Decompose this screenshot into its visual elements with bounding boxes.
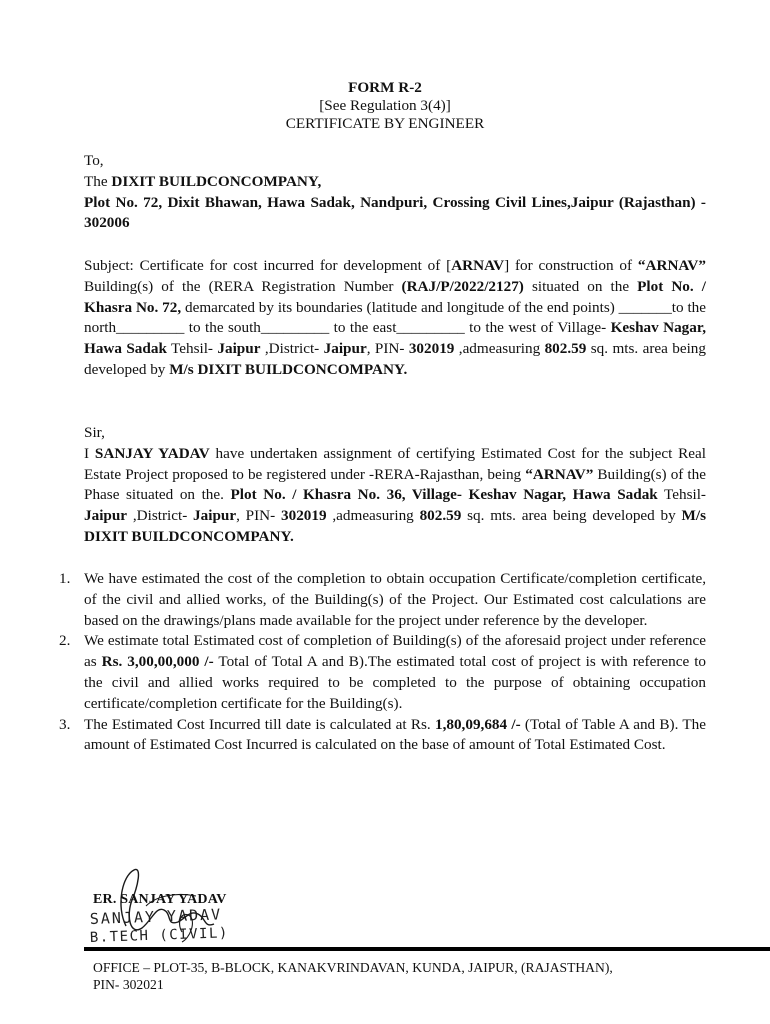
stamp-line2: B.TECH (CIVIL) [89,925,230,946]
signatory-name: ER. SANJAY YADAV [93,892,227,907]
project-name: ARNAV [451,257,505,274]
cost-incurred-amount: 1,80,09,684 /- [434,715,521,733]
stamp-line1: SANJAY YADAV [89,905,223,928]
rera-registration-number: (RAJ/P/2022/2127) [401,277,524,295]
village: Keshav Nagar, Hawa Sadak [84,319,707,358]
office-footer [93,960,733,993]
company-address: Plot No. 72, Dixit Bhawan, Hawa Sadak, Nandpuri, Crossing Civil Lines,Jaipur (Rajasthan) - 302006 [84,193,706,232]
developer-name: M/s DIXIT BUILDCONCOMPANY. [169,360,408,378]
company-line: The DIXIT BUILDCONCOMPANY, [84,172,322,190]
to-line: To, [84,152,104,169]
regulation-reference: [See Regulation 3(4)] [319,97,451,114]
list-item: 1. We have estimated the cost of the completion to obtain occupation Certificate/completion certificate, of the civil and allied works, of the Building(s) of the Project. Our Estimated cost calculations are based on the drawings/plans made available for the project under reference by the developer. [59,570,706,629]
plot-number: Plot No. / Khasra No. 72, [84,277,706,316]
subject-paragraph: Subject: Certificate for cost incurred for development of [ARNAV] for construction of “ARNAV” Building(s) of the (RERA Registration Number (RAJ/P/2022/2127) situated on the Plot No. / Khasra No. 72, demarcated by its boundaries (latitude and longitude of the end points) _______to the north_________ to the south_________ to the east_________ to the west of Village- Keshav Nagar, Hawa Sadak Tehsil- Jaipur ,District- Jaipur, PIN- 302019 ,admeasuring 802.59 sq. mts. area being developed by M/s DIXIT BUILDCONCOMPANY. [84,257,707,378]
office-pin: PIN- 302021 [93,976,164,992]
footer-divider [84,947,770,951]
engineer-statement: Sir, I SANJAY YADAV have undertaken assignment of certifying Estimated Cost for the subject Real Estate Project proposed to be registered under -RERA-Rajasthan, being “ARNAV” Building(s) of the Phase situated on the. Plot No. / Khasra No. 36, Village- Keshav Nagar, Hawa Sadak Tehsil- Jaipur ,District- Jaipur, PIN- 302019 ,admeasuring 802.59 sq. mts. area being developed by M/s DIXIT BUILDCONCOMPANY. [84,424,706,545]
plot-village: Plot No. / Khasra No. 36, Village- Keshav Nagar, Hawa Sadak [230,486,658,504]
certificate-title: CERTIFICATE BY ENGINEER [285,115,485,132]
tehsil: Jaipur [217,340,261,358]
salutation: Sir, [84,424,105,441]
numbered-points [59,569,707,756]
addressee-block [84,151,706,234]
district: Jaipur [323,340,367,358]
list-item: 3. The Estimated Cost Incurred till date is calculated at Rs. 1,80,09,684 /- (Total of Table A and B). The amount of Estimated Cost Incurred is calculated on the base of amount of Total Estimated Cost. [59,715,706,754]
pin-code: 302019 [408,340,455,358]
office-address: OFFICE – PLOT-35, B-BLOCK, KANAKVRINDAVAN, KUNDA, JAIPUR, (RAJASTHAN), [93,960,613,975]
company-name: DIXIT BUILDCONCOMPANY, [111,172,322,190]
estimated-total-cost: Rs. 3,00,00,000 /- [101,653,214,671]
engineer-name: SANJAY YADAV [94,444,210,462]
area: 802.59 [544,340,587,358]
list-item: 2. We estimate total Estimated cost of completion of Building(s) of the aforesaid project under reference as Rs. 3,00,00,000 /- Total of Total A and B).The estimated total cost of project is with reference to the civil and allied works required to be completed to the purpose of obtaining occupation certificate/completion certificate for the Building(s). [59,632,707,712]
form-title: FORM R-2 [348,79,422,96]
document-header [0,79,770,133]
